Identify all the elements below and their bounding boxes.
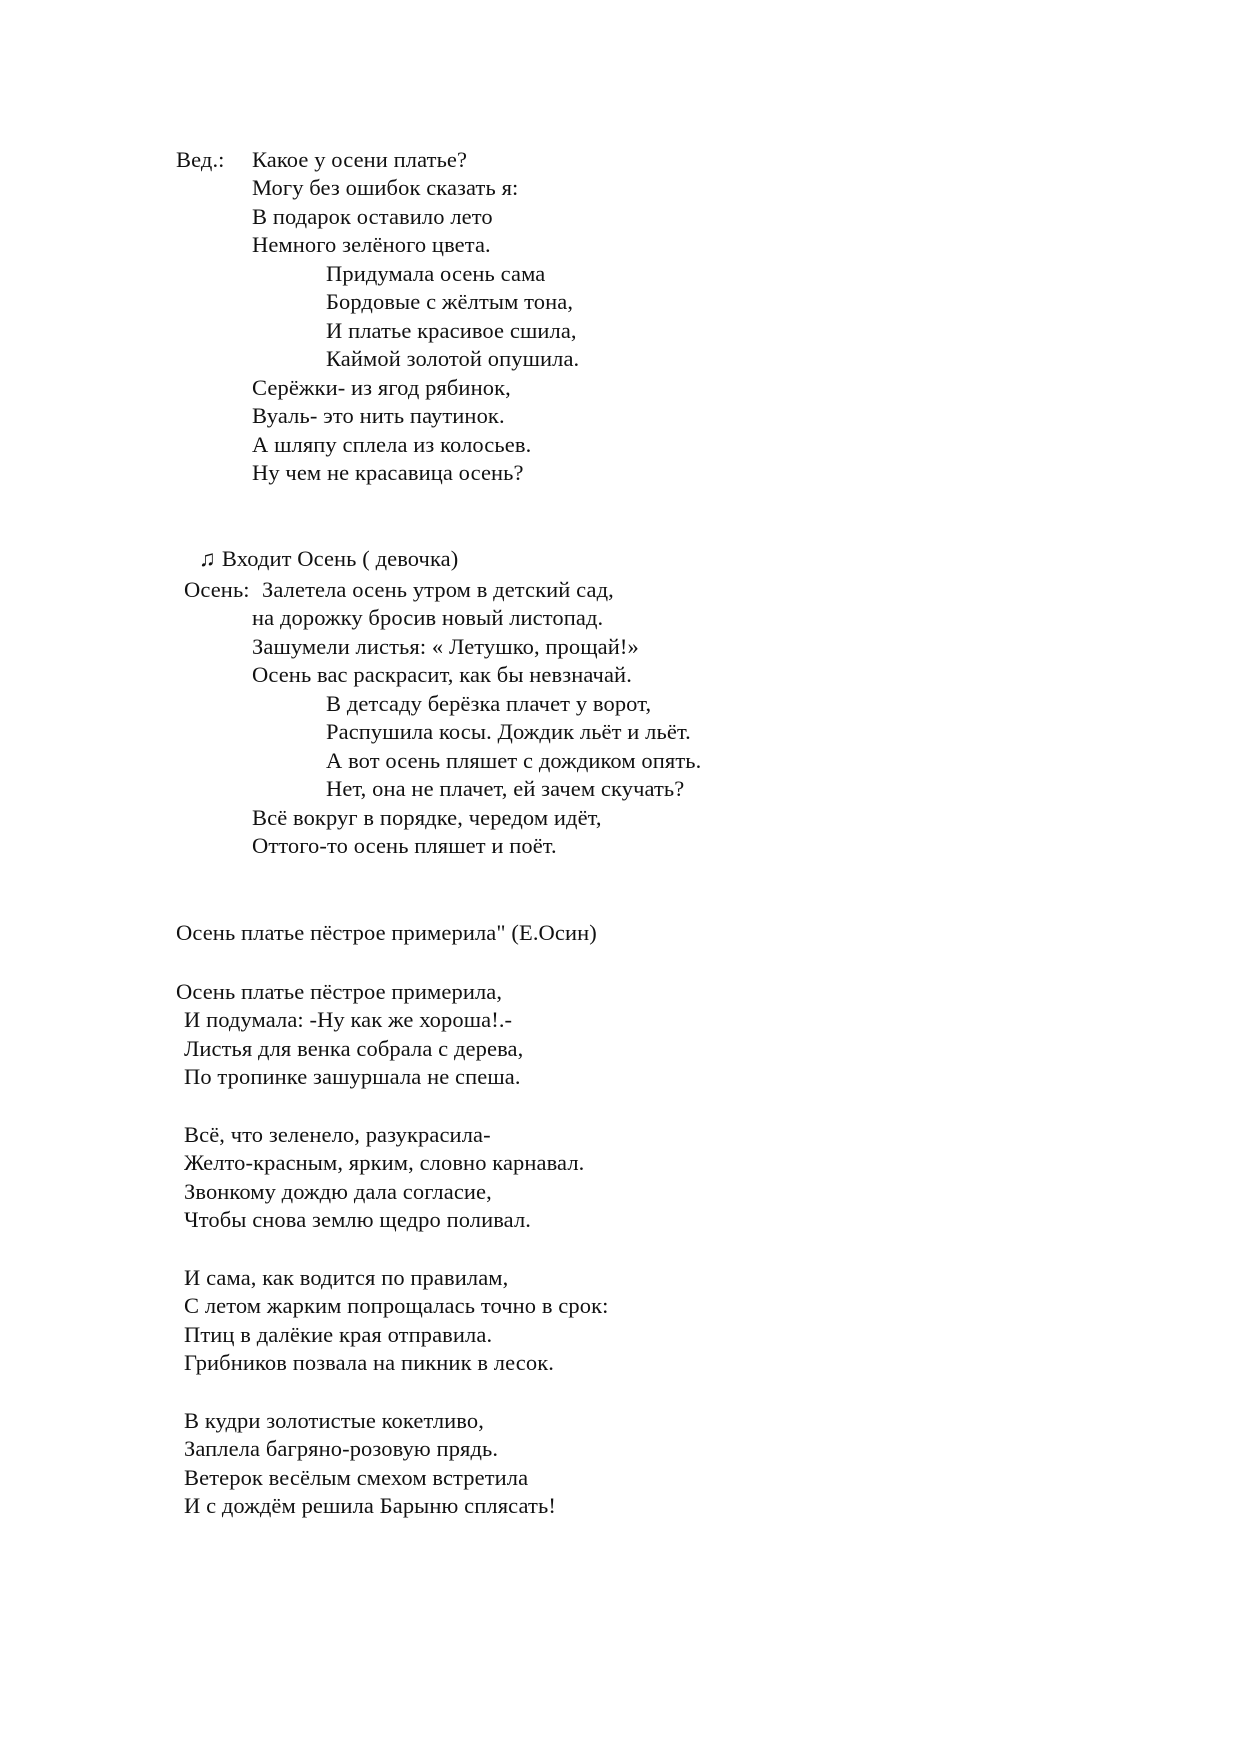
verse-line: Оттого-то осень пляшет и поёт. <box>252 833 557 858</box>
poem-title: Осень платье пёстрое примерила" (Е.Осин) <box>176 920 597 945</box>
poem-line: В кудри золотистые кокетливо, <box>184 1408 484 1433</box>
verse-line: Бордовые с жёлтым тона, <box>326 289 574 314</box>
poem-line: Звонкому дождю дала согласие, <box>184 1179 492 1204</box>
verse-line: Могу без ошибок сказать я: <box>252 175 519 200</box>
verse-line: на дорожку бросив новый листопад. <box>252 605 604 630</box>
verse-line: В детсаду берёзка плачет у ворот, <box>326 691 652 716</box>
musical-note-icon: ♫ <box>198 546 216 571</box>
verse-line: Какое у осени платье? <box>252 147 468 172</box>
verse-line: А шляпу сплела из колосьев. <box>252 432 532 457</box>
poem-line: Листья для венка собрала с дерева, <box>184 1036 524 1061</box>
verse-line: Распушила косы. Дождик льёт и льёт. <box>326 719 691 744</box>
poem-line: И подумала: -Ну как же хороша!.- <box>184 1007 513 1032</box>
poem-line: И с дождём решила Барыню сплясать! <box>184 1493 556 1518</box>
verse-line: Вуаль- это нить паутинок. <box>252 403 505 428</box>
verse-line: Залетела осень утром в детский сад, <box>262 577 614 602</box>
poem-line: По тропинке зашуршала не спеша. <box>184 1064 521 1089</box>
poem-line: Всё, что зеленело, разукрасила- <box>184 1122 491 1147</box>
poem-line: С летом жарким попрощалась точно в срок: <box>184 1293 609 1318</box>
stage-direction-text: Входит Осень ( девочка) <box>221 546 459 571</box>
poem-line: Заплела багряно-розовую прядь. <box>184 1436 499 1461</box>
verse-line: Каймой золотой опушила. <box>326 346 580 371</box>
verse-line: Всё вокруг в порядке, чередом идёт, <box>252 805 602 830</box>
verse-line: Зашумели листья: « Летушко, прощай!» <box>252 634 639 659</box>
verse-line: И платье красивое сшила, <box>326 318 577 343</box>
verse-line: Придумала осень сама <box>326 261 546 286</box>
verse-line: Нет, она не плачет, ей зачем скучать? <box>326 776 685 801</box>
poem-line: Чтобы снова землю щедро поливал. <box>184 1207 532 1232</box>
poem-line: Желто-красным, ярким, словно карнавал. <box>184 1150 585 1175</box>
speaker-label: Осень: <box>184 577 250 602</box>
poem-line: Грибников позвала на пикник в лесок. <box>184 1350 554 1375</box>
speaker-label: Вед.: <box>176 147 225 172</box>
poem-line: Птиц в далёкие края отправила. <box>184 1322 493 1347</box>
poem-line: Осень платье пёстрое примерила, <box>176 979 503 1004</box>
verse-line: Осень вас раскрасит, как бы невзначай. <box>252 662 632 687</box>
verse-line: В подарок оставило лето <box>252 204 493 229</box>
verse-line: Немного зелёного цвета. <box>252 232 491 257</box>
verse-line: Серёжки- из ягод рябинок, <box>252 375 511 400</box>
poem-line: Ветерок весёлым смехом встретила <box>184 1465 529 1490</box>
verse-line: А вот осень пляшет с дождиком опять. <box>326 748 702 773</box>
poem-line: И сама, как водится по правилам, <box>184 1265 509 1290</box>
verse-line: Ну чем не красавица осень? <box>252 460 524 485</box>
